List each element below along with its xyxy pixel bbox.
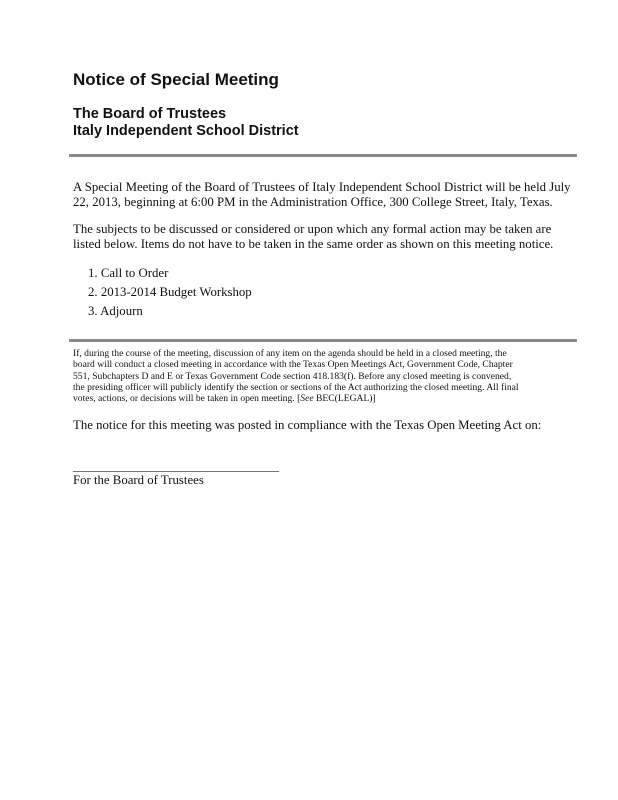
agenda-number: 3. [88, 304, 98, 318]
signature-label: For the Board of Trustees [73, 473, 204, 487]
agenda-number: 1. [88, 266, 98, 280]
notice-text: BEC(LEGAL)] [313, 393, 376, 405]
notice-line: the presiding officer will publicly identify the section or sections of the Act authorizing the closed meeting. All final [73, 381, 519, 393]
subjects-line-1: The subjects to be discussed or considered or upon which any formal action may be taken are [73, 222, 552, 236]
closed-meeting-notice [73, 348, 583, 404]
agenda-item [88, 304, 143, 319]
agenda-item [88, 285, 252, 300]
notice-line: If, during the course of the meeting, discussion of any item on the agenda should be held in a closed meeting, the [73, 348, 507, 359]
agenda-label: Call to Order [100, 266, 169, 280]
org-line-1: The Board of Trustees [73, 106, 227, 122]
intro-line-1: A Special Meeting of the Board of Trustees of Italy Independent School District will be held July [73, 180, 571, 194]
notice-text: votes, actions, or decisions will be taken in open meeting. [ [73, 393, 301, 405]
document-title: Notice of Special Meeting [73, 70, 279, 89]
closed-meeting-divider [69, 339, 577, 342]
signature-line [73, 471, 279, 472]
notice-line: board will conduct a closed meeting in accordance with the Texas Open Meetings Act, Government Code, Chapter [73, 359, 513, 371]
agenda-item [88, 266, 168, 281]
subjects-line-2: listed below. Items do not have to be taken in the same order as shown on this meeting notice. [73, 237, 554, 251]
notice-line: 551, Subchapters D and E or Texas Government Code section 418.183(f). Before any closed meeting is convened, [73, 370, 512, 382]
intro-paragraph [73, 180, 573, 210]
notice-line [73, 393, 583, 404]
agenda-label: 2013-2014 Budget Workshop [100, 285, 252, 299]
subjects-paragraph [73, 222, 573, 252]
header-divider [69, 154, 577, 157]
org-line-2: Italy Independent School District [73, 123, 299, 139]
agenda-number: 2. [88, 285, 98, 299]
notice-italic: See [300, 393, 314, 405]
intro-line-2: 22, 2013, beginning at 6:00 PM in the Administration Office, 300 College Street, Italy, Texas. [73, 195, 553, 209]
posting-statement: The notice for this meeting was posted in compliance with the Texas Open Meeting Act on: [73, 418, 542, 432]
agenda-label: Adjourn [100, 304, 143, 318]
